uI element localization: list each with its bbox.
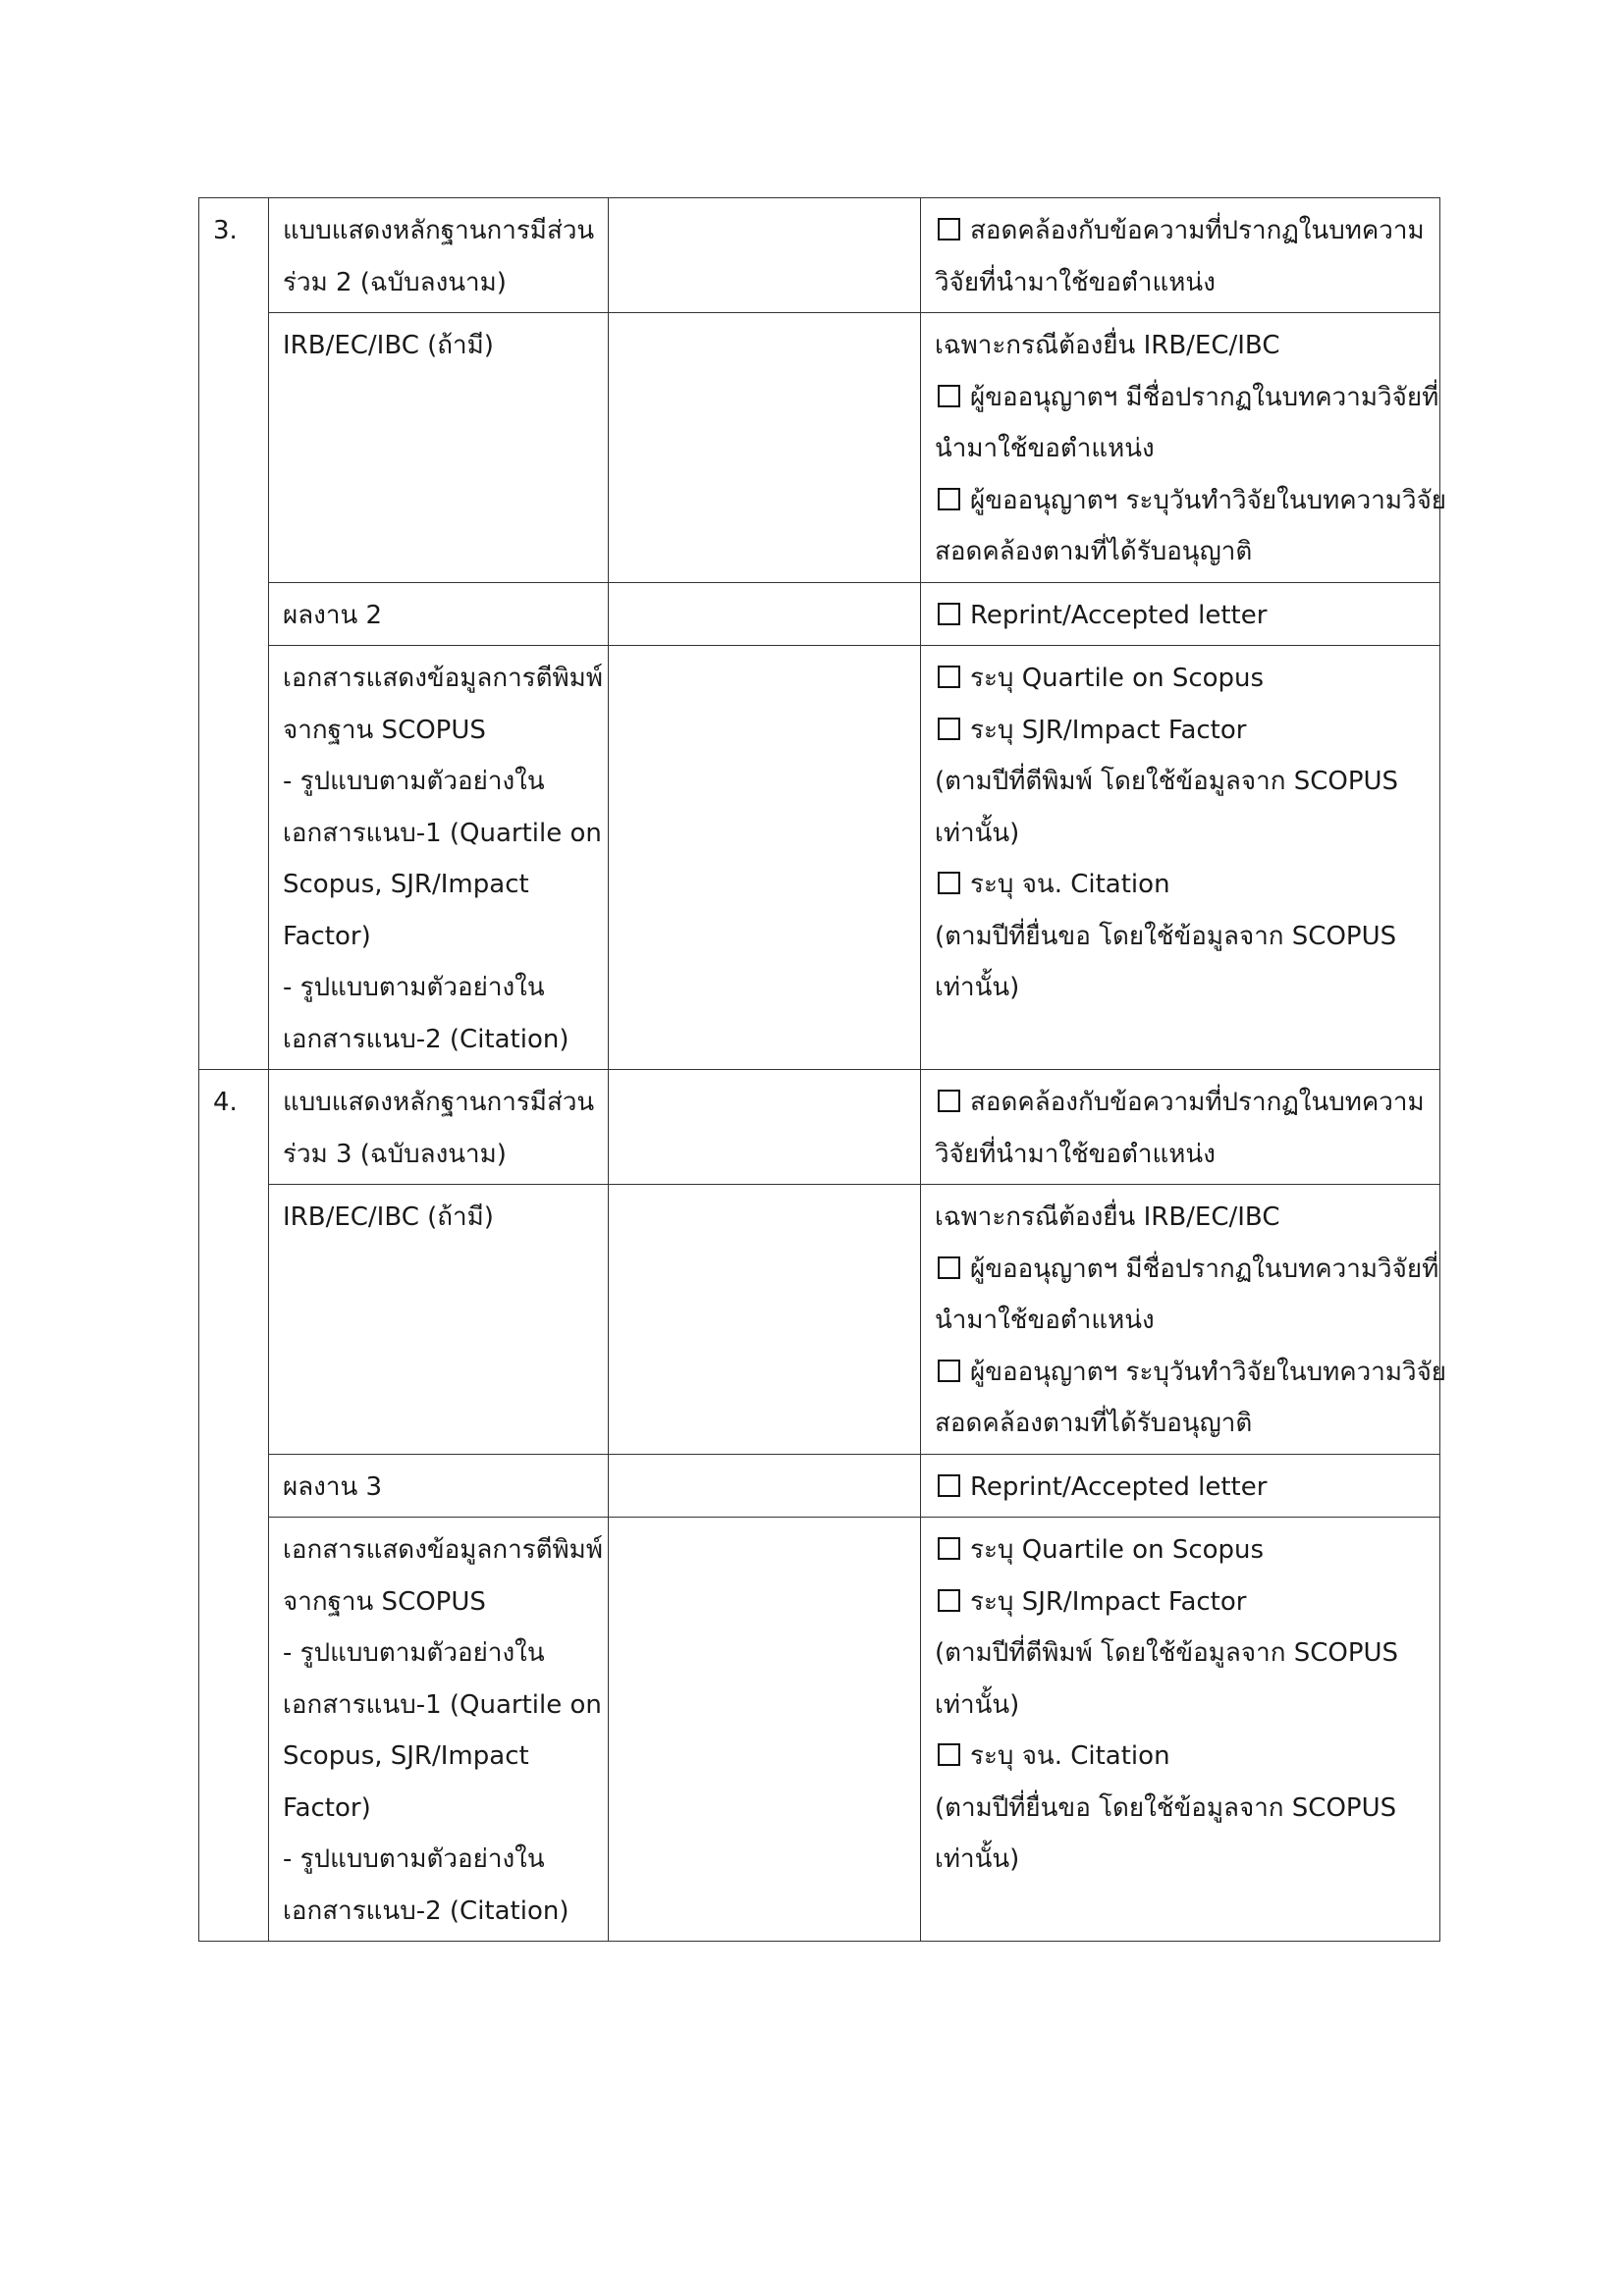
verification-note bbox=[935, 756, 1430, 808]
table-row bbox=[199, 198, 1440, 313]
checkbox-item bbox=[935, 1731, 1430, 1783]
blank-entry-cell bbox=[609, 198, 921, 313]
verification-note bbox=[935, 423, 1430, 475]
verification-text: ผู้ขออนุญาตฯ มีชื่อปรากฏในบทความวิจัยที่ bbox=[970, 1254, 1439, 1284]
verification-text: ผู้ขออนุญาตฯ ระบุวันทำวิจัยในบทความวิจัย bbox=[970, 1357, 1447, 1387]
document-cell bbox=[269, 1518, 609, 1942]
verification-text: ผู้ขออนุญาตฯ มีชื่อปรากฏในบทความวิจัยที่ bbox=[970, 382, 1439, 412]
verification-text: ระบุ SJR/Impact Factor bbox=[970, 1586, 1247, 1617]
document-line: IRB/EC/IBC (ถ้ามี) bbox=[283, 1202, 494, 1232]
verification-note bbox=[935, 808, 1430, 860]
verification-note bbox=[935, 320, 1430, 372]
verification-text: ผู้ขออนุญาตฯ ระบุวันทำวิจัยในบทความวิจัย bbox=[970, 485, 1447, 515]
verification-text: (ตามปีที่ยื่นขอ โดยใช้ข้อมูลจาก SCOPUS bbox=[935, 1792, 1397, 1823]
checkbox-item bbox=[935, 1576, 1430, 1629]
verification-text: เท่านั้น) bbox=[935, 818, 1020, 848]
checkbox-icon[interactable] bbox=[938, 1090, 960, 1112]
verification-cell bbox=[921, 313, 1447, 583]
verification-text: เฉพาะกรณีต้องยื่น IRB/EC/IBC bbox=[935, 1202, 1280, 1232]
checkbox-icon[interactable] bbox=[938, 1743, 960, 1766]
verification-text: นำมาใช้ขอตำแหน่ง bbox=[935, 1306, 1155, 1335]
document-line: ผลงาน 2 bbox=[283, 600, 383, 630]
checkbox-item bbox=[935, 1077, 1430, 1129]
verification-note bbox=[935, 1192, 1430, 1244]
verification-note bbox=[935, 1295, 1430, 1347]
document-line: Factor) bbox=[283, 921, 371, 951]
checkbox-item bbox=[935, 705, 1430, 757]
checkbox-item bbox=[935, 590, 1430, 642]
document-line: - รูปแบบตามตัวอย่างใน bbox=[283, 973, 545, 1002]
document-line: เอกสารแนบ-1 (Quartile on bbox=[283, 818, 602, 848]
document-cell bbox=[269, 198, 609, 313]
table-row bbox=[199, 313, 1440, 583]
item-number: 4. bbox=[199, 1070, 269, 1942]
blank-entry-cell bbox=[609, 313, 921, 583]
document-line: เอกสารแนบ-2 (Citation) bbox=[283, 1896, 569, 1926]
table-row bbox=[199, 646, 1440, 1070]
document-cell bbox=[269, 582, 609, 646]
verification-text: ระบุ SJR/Impact Factor bbox=[970, 715, 1247, 745]
document-line: Scopus, SJR/Impact bbox=[283, 870, 529, 899]
verification-note bbox=[935, 1834, 1430, 1886]
document-line: ผลงาน 3 bbox=[283, 1471, 383, 1502]
table-row bbox=[199, 1518, 1440, 1942]
verification-text: (ตามปีที่ยื่นขอ โดยใช้ข้อมูลจาก SCOPUS bbox=[935, 921, 1397, 951]
verification-cell bbox=[921, 1454, 1440, 1518]
checkbox-icon[interactable] bbox=[938, 1537, 960, 1560]
document-line: เอกสารแนบ-1 (Quartile on bbox=[283, 1689, 602, 1720]
verification-text: เท่านั้น) bbox=[935, 1844, 1020, 1874]
checkbox-item bbox=[935, 653, 1430, 705]
document-line: เอกสารแสดงข้อมูลการตีพิมพ์ bbox=[283, 1535, 603, 1565]
document-line: จากฐาน SCOPUS bbox=[283, 1586, 486, 1617]
document-line: ร่วม 2 (ฉบับลงนาม) bbox=[283, 267, 507, 297]
blank-entry-cell bbox=[609, 1185, 921, 1455]
verification-text: เท่านั้น) bbox=[935, 973, 1020, 1002]
verification-note bbox=[935, 1628, 1430, 1680]
verification-cell bbox=[921, 646, 1440, 1070]
verification-note bbox=[935, 1398, 1430, 1450]
checkbox-icon[interactable] bbox=[938, 1256, 960, 1279]
verification-note bbox=[935, 962, 1430, 1014]
verification-note bbox=[935, 911, 1430, 963]
document-line: เอกสารแสดงข้อมูลการตีพิมพ์ bbox=[283, 664, 603, 693]
document-line: ร่วม 3 (ฉบับลงนาม) bbox=[283, 1139, 507, 1169]
document-line: จากฐาน SCOPUS bbox=[283, 715, 486, 745]
verification-text: ระบุ จน. Citation bbox=[970, 870, 1170, 899]
checkbox-icon[interactable] bbox=[938, 666, 960, 688]
verification-text: Reprint/Accepted letter bbox=[970, 1471, 1268, 1502]
table-row bbox=[199, 1070, 1440, 1185]
document-line: IRB/EC/IBC (ถ้ามี) bbox=[283, 331, 494, 360]
verification-text: เฉพาะกรณีต้องยื่น IRB/EC/IBC bbox=[935, 331, 1280, 360]
verification-cell bbox=[921, 198, 1440, 313]
checkbox-item bbox=[935, 1244, 1439, 1296]
verification-text: Reprint/Accepted letter bbox=[970, 600, 1268, 630]
table-row bbox=[199, 582, 1440, 646]
verification-text: ระบุ Quartile on Scopus bbox=[970, 1535, 1265, 1565]
checkbox-item bbox=[935, 1347, 1447, 1399]
checkbox-icon[interactable] bbox=[938, 872, 960, 894]
document-cell bbox=[269, 313, 609, 583]
verification-text: สอดคล้องกับข้อความที่ปรากฏในบทความ bbox=[970, 216, 1425, 245]
checkbox-icon[interactable] bbox=[938, 1589, 960, 1612]
checkbox-icon[interactable] bbox=[938, 1360, 960, 1382]
verification-cell bbox=[921, 1518, 1440, 1942]
document-line: - รูปแบบตามตัวอย่างใน bbox=[283, 767, 545, 796]
document-cell bbox=[269, 646, 609, 1070]
table-row bbox=[199, 1454, 1440, 1518]
verification-note bbox=[935, 1680, 1430, 1732]
verification-text: วิจัยที่นำมาใช้ขอตำแหน่ง bbox=[935, 267, 1216, 297]
checkbox-icon[interactable] bbox=[938, 603, 960, 625]
verification-text: ระบุ จน. Citation bbox=[970, 1741, 1170, 1771]
item-number: 3. bbox=[199, 198, 269, 1070]
blank-entry-cell bbox=[609, 1070, 921, 1185]
checklist-table-body bbox=[199, 198, 1447, 1942]
checkbox-item bbox=[935, 372, 1439, 424]
verification-text: วิจัยที่นำมาใช้ขอตำแหน่ง bbox=[935, 1139, 1216, 1169]
verification-cell bbox=[921, 1070, 1440, 1185]
document-line: - รูปแบบตามตัวอย่างใน bbox=[283, 1844, 545, 1874]
verification-note bbox=[935, 257, 1430, 309]
verification-text: ระบุ Quartile on Scopus bbox=[970, 664, 1265, 693]
verification-text: สอดคล้องตามที่ได้รับอนุญาติ bbox=[935, 1409, 1253, 1438]
verification-cell bbox=[921, 582, 1440, 646]
verification-text: (ตามปีที่ตีพิมพ์ โดยใช้ข้อมูลจาก SCOPUS bbox=[935, 767, 1399, 796]
document-line: แบบแสดงหลักฐานการมีส่วน bbox=[283, 216, 595, 245]
verification-note bbox=[935, 526, 1430, 578]
verification-note bbox=[935, 1129, 1430, 1181]
checkbox-icon[interactable] bbox=[938, 1474, 960, 1497]
verification-cell bbox=[921, 1185, 1447, 1455]
blank-entry-cell bbox=[609, 1518, 921, 1942]
verification-text: (ตามปีที่ตีพิมพ์ โดยใช้ข้อมูลจาก SCOPUS bbox=[935, 1638, 1399, 1668]
checkbox-icon[interactable] bbox=[938, 385, 960, 407]
table-row bbox=[199, 1185, 1440, 1455]
verification-text: สอดคล้องกับข้อความที่ปรากฏในบทความ bbox=[970, 1088, 1425, 1117]
checkbox-icon[interactable] bbox=[938, 218, 960, 240]
checkbox-item bbox=[935, 859, 1430, 911]
checkbox-item bbox=[935, 1524, 1430, 1576]
blank-entry-cell bbox=[609, 646, 921, 1070]
verification-text: สอดคล้องตามที่ได้รับอนุญาติ bbox=[935, 537, 1253, 566]
blank-entry-cell bbox=[609, 1454, 921, 1518]
checkbox-item bbox=[935, 1462, 1430, 1514]
document-cell bbox=[269, 1070, 609, 1185]
verification-text: นำมาใช้ขอตำแหน่ง bbox=[935, 434, 1155, 463]
verification-note bbox=[935, 1783, 1430, 1835]
document-line: - รูปแบบตามตัวอย่างใน bbox=[283, 1638, 545, 1668]
checkbox-icon[interactable] bbox=[938, 488, 960, 510]
verification-text: เท่านั้น) bbox=[935, 1689, 1020, 1720]
document-line: Scopus, SJR/Impact bbox=[283, 1741, 529, 1771]
document-line: Factor) bbox=[283, 1792, 371, 1823]
document-cell bbox=[269, 1185, 609, 1455]
document-line: เอกสารแนบ-2 (Citation) bbox=[283, 1024, 569, 1054]
checklist-table bbox=[198, 197, 1447, 1942]
blank-entry-cell bbox=[609, 582, 921, 646]
checkbox-item bbox=[935, 205, 1430, 257]
document-cell bbox=[269, 1454, 609, 1518]
checkbox-item bbox=[935, 475, 1447, 527]
checkbox-icon[interactable] bbox=[938, 718, 960, 740]
document-line: แบบแสดงหลักฐานการมีส่วน bbox=[283, 1088, 595, 1117]
